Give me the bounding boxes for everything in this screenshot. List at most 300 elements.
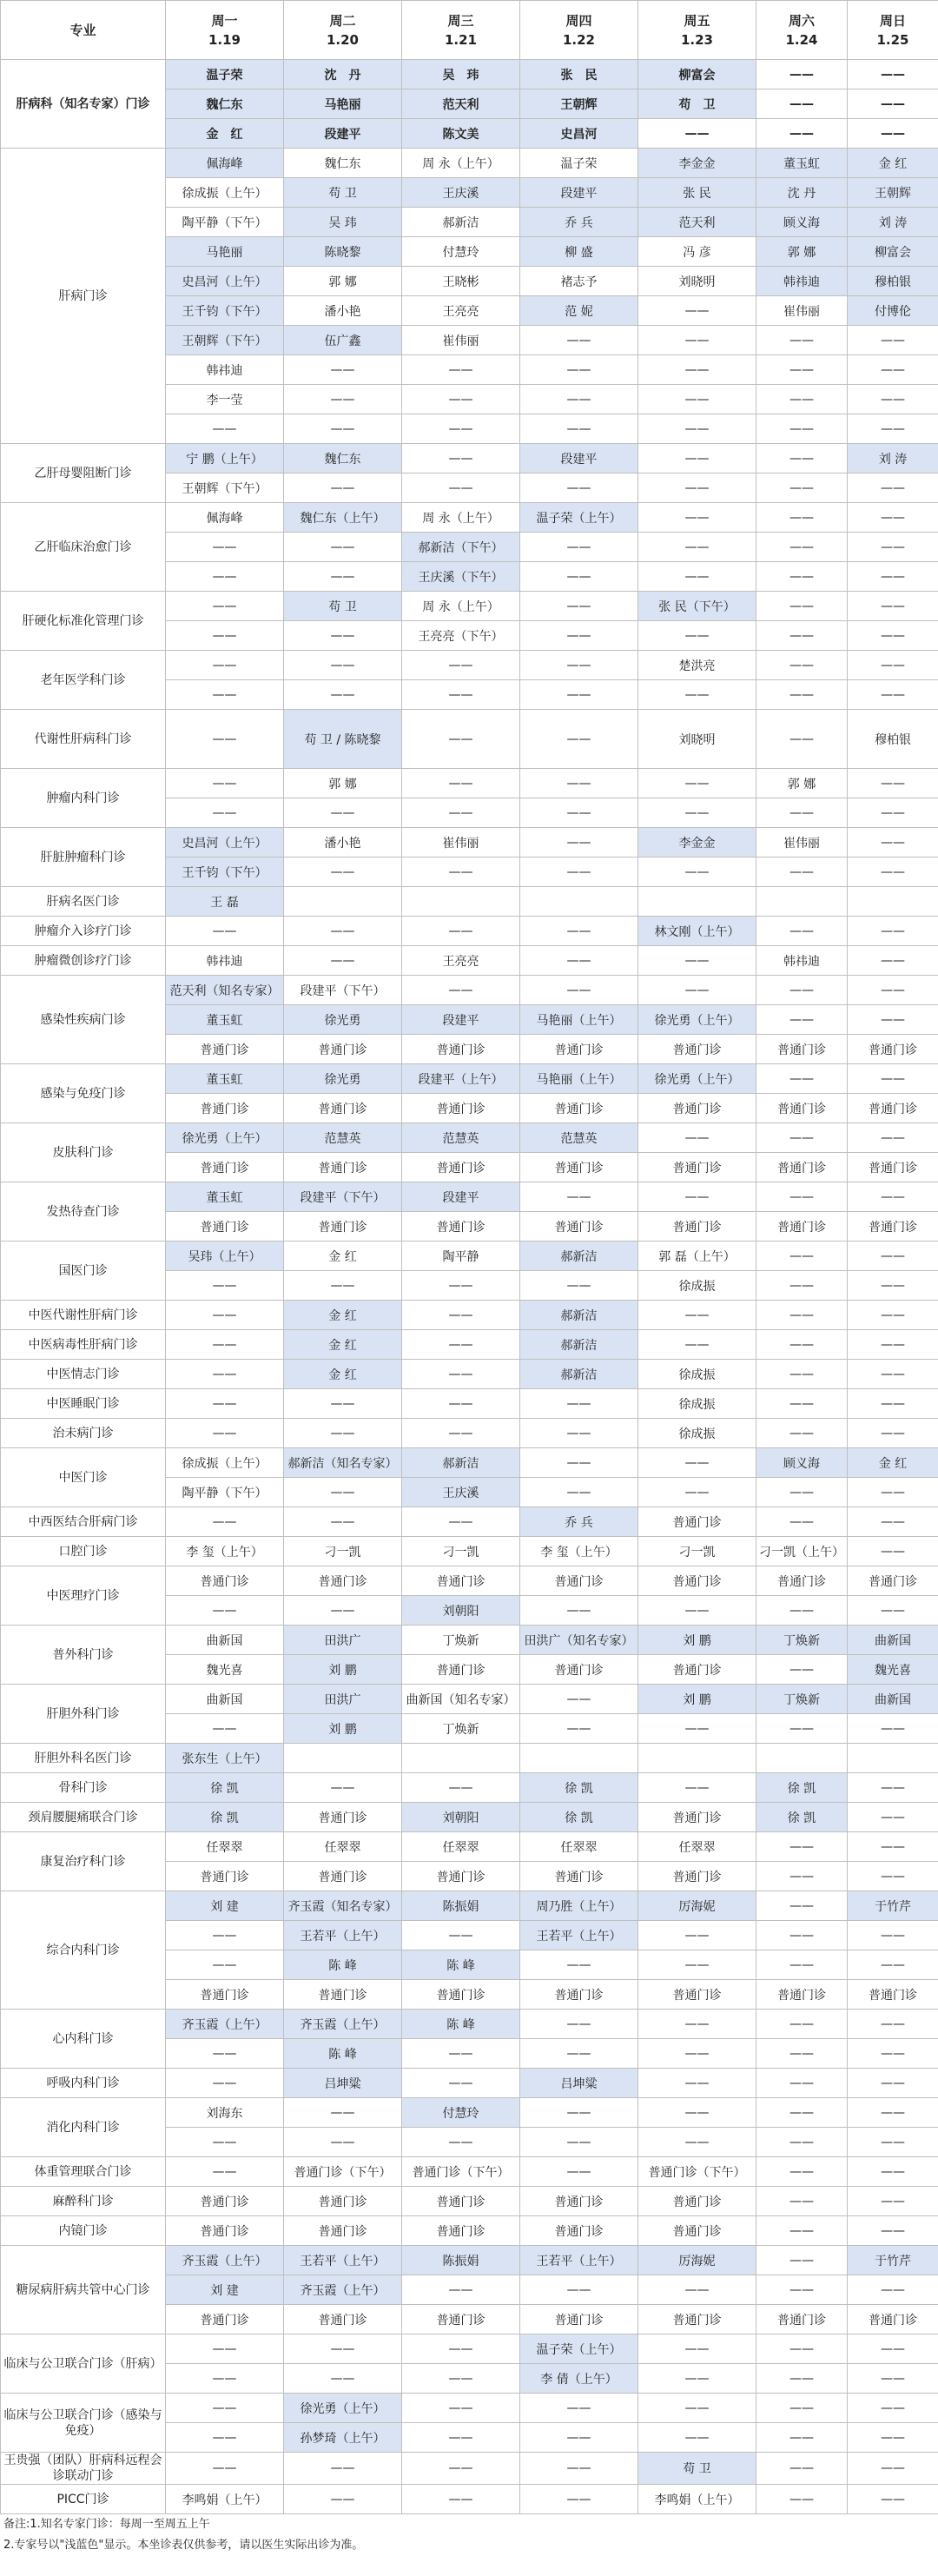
schedule-cell: —— [756, 2157, 848, 2187]
schedule-cell: 普通门诊 [402, 1212, 520, 1242]
dept-name: 体重管理联合门诊 [1, 2157, 166, 2187]
schedule-cell: 崔伟丽 [756, 296, 848, 326]
schedule-cell: —— [756, 385, 848, 414]
schedule-cell: 陈 峰 [284, 1950, 402, 1980]
schedule-cell: 韩祎迪 [756, 946, 848, 976]
schedule-cell: 温子荣 [520, 149, 638, 178]
schedule-cell: 普通门诊 [638, 1153, 756, 1182]
schedule-cell: 普通门诊 [284, 1803, 402, 1832]
schedule-cell: —— [284, 621, 402, 651]
schedule-cell: —— [166, 2039, 284, 2069]
schedule-cell: 普通门诊 [402, 1566, 520, 1596]
schedule-cell: 曲新国（知名专家） [402, 1685, 520, 1714]
schedule-cell: —— [848, 946, 938, 976]
schedule-cell: 冯 彦 [638, 237, 756, 267]
schedule-cell: —— [402, 473, 520, 503]
schedule-cell: —— [166, 2423, 284, 2453]
schedule-cell: —— [756, 562, 848, 592]
schedule-cell [638, 1744, 756, 1773]
schedule-cell: 陈 峰 [402, 1950, 520, 1980]
schedule-cell: —— [638, 1448, 756, 1478]
schedule-cell: —— [756, 533, 848, 562]
schedule-cell: 王庆溪 [402, 178, 520, 208]
schedule-cell: 田洪广 [284, 1685, 402, 1714]
schedule-cell: 郝新洁 [520, 1330, 638, 1360]
schedule-cell: —— [402, 355, 520, 385]
schedule-cell: —— [638, 2423, 756, 2453]
schedule-cell: 齐玉霞（上午） [284, 2275, 402, 2305]
schedule-cell: —— [756, 444, 848, 473]
schedule-cell: —— [638, 2010, 756, 2039]
schedule-cell: 刘 鹏 [638, 1685, 756, 1714]
schedule-cell: —— [402, 2069, 520, 2098]
schedule-cell: —— [638, 2364, 756, 2394]
schedule-cell: —— [166, 651, 284, 680]
schedule-cell: —— [402, 2275, 520, 2305]
dept-name: 临床与公卫联合门诊（肝病） [1, 2334, 166, 2394]
schedule-cell: —— [848, 1714, 938, 1744]
schedule-cell: 柳 盛 [520, 237, 638, 267]
schedule-cell: 郝新洁（知名专家） [284, 1448, 402, 1478]
schedule-cell: 普通门诊 [520, 1862, 638, 1891]
schedule-cell: 马艳丽（上午） [520, 1064, 638, 1094]
schedule-cell: 周 永（上午） [402, 592, 520, 621]
schedule-cell: —— [284, 858, 402, 887]
schedule-cell: —— [284, 2453, 402, 2485]
date-label: 1.25 [876, 31, 909, 48]
schedule-cell: —— [638, 1950, 756, 1980]
schedule-cell: 徐光勇（上午） [166, 1123, 284, 1153]
table-row [1, 946, 938, 976]
schedule-cell: 范天利 [638, 208, 756, 237]
schedule-cell: 乔 兵 [520, 208, 638, 237]
schedule-cell: 普通门诊 [756, 1035, 848, 1064]
schedule-cell: 丁焕新 [402, 1714, 520, 1744]
schedule-cell: 王 磊 [166, 887, 284, 917]
schedule-cell: —— [756, 1005, 848, 1035]
schedule-cell: —— [848, 1005, 938, 1035]
schedule-cell: 刘 涛 [848, 444, 938, 473]
schedule-cell: 普通门诊 [402, 1035, 520, 1064]
schedule-cell: 刁一凯 [284, 1537, 402, 1566]
schedule-cell: 丁焕新 [756, 1626, 848, 1655]
schedule-cell: —— [284, 355, 402, 385]
schedule-cell: —— [756, 1507, 848, 1537]
schedule-cell: —— [756, 355, 848, 385]
schedule-cell: 苟 卫 / 陈晓黎 [284, 710, 402, 769]
schedule-cell: 范 妮 [520, 296, 638, 326]
dept-name: 乙肝母婴阻断门诊 [1, 444, 166, 503]
schedule-cell: —— [756, 1891, 848, 1921]
schedule-cell: 金 红 [848, 149, 938, 178]
schedule-cell: —— [756, 592, 848, 621]
schedule-cell: 刘 建 [166, 2275, 284, 2305]
schedule-cell: 陈文美 [402, 119, 520, 149]
schedule-cell: —— [638, 1182, 756, 1212]
schedule-cell: 王亮亮（下午） [402, 621, 520, 651]
schedule-cell: 丁焕新 [756, 1685, 848, 1714]
schedule-cell: —— [520, 1478, 638, 1507]
schedule-cell: —— [756, 1242, 848, 1271]
schedule-cell: —— [756, 1862, 848, 1891]
table-row [1, 2246, 938, 2275]
schedule-cell: 付慧玲 [402, 237, 520, 267]
schedule-cell: —— [166, 592, 284, 621]
schedule-cell: —— [166, 621, 284, 651]
table-row [1, 2069, 938, 2098]
schedule-cell: —— [284, 2485, 402, 2514]
date-label: 1.22 [562, 31, 595, 48]
schedule-cell: —— [520, 769, 638, 798]
schedule-cell: 韩祎迪 [756, 267, 848, 296]
schedule-cell: 周 永（上午） [402, 149, 520, 178]
schedule-cell: 任翠翠 [284, 1832, 402, 1862]
schedule-cell: 徐 凯 [166, 1773, 284, 1803]
schedule-cell: 徐成振 [638, 1360, 756, 1389]
dept-name: 中医睡眠门诊 [1, 1389, 166, 1419]
schedule-cell: 佩海峰 [166, 149, 284, 178]
day-header [166, 1, 284, 60]
schedule-cell: —— [166, 1389, 284, 1419]
schedule-cell: 普通门诊 [284, 1980, 402, 2010]
schedule-cell: 齐玉霞（上午） [166, 2010, 284, 2039]
schedule-cell: —— [638, 414, 756, 444]
schedule-cell: 王朝辉（下午） [166, 473, 284, 503]
schedule-cell: 于竹芹 [848, 1891, 938, 1921]
schedule-cell: —— [848, 119, 938, 149]
schedule-cell: —— [402, 1419, 520, 1448]
day-header [848, 1, 938, 60]
schedule-cell: 任翠翠 [402, 1832, 520, 1862]
schedule-cell: 普通门诊 [520, 1980, 638, 2010]
schedule-cell: —— [848, 680, 938, 710]
schedule-cell: 郭 磊（上午） [638, 1242, 756, 1271]
schedule-cell: 徐光勇 [284, 1005, 402, 1035]
dept-name: 肿瘤微创诊疗门诊 [1, 946, 166, 976]
schedule-cell: —— [756, 2069, 848, 2098]
schedule-cell: 段建平 [520, 444, 638, 473]
schedule-cell: —— [402, 651, 520, 680]
schedule-cell: 苟 卫 [638, 2453, 756, 2485]
schedule-cell: 普通门诊 [284, 1094, 402, 1123]
schedule-cell: —— [848, 1950, 938, 1980]
schedule-cell: —— [848, 2039, 938, 2069]
schedule-cell: —— [638, 621, 756, 651]
table-row [1, 1537, 938, 1566]
schedule-cell: —— [402, 2039, 520, 2069]
schedule-cell: —— [520, 917, 638, 946]
weekday-label: 周三 [447, 12, 474, 29]
schedule-cell: —— [848, 414, 938, 444]
schedule-cell: 张 民 [520, 60, 638, 89]
dept-name: 中西医结合肝病门诊 [1, 1507, 166, 1537]
schedule-cell: 孙梦琦（上午） [284, 2423, 402, 2453]
schedule-cell: —— [166, 2394, 284, 2423]
schedule-cell: —— [520, 2098, 638, 2128]
table-row [1, 2187, 938, 2216]
schedule-cell: —— [848, 769, 938, 798]
schedule-cell: —— [756, 473, 848, 503]
schedule-cell: —— [638, 1596, 756, 1626]
dept-name: 康复治疗科门诊 [1, 1832, 166, 1891]
schedule-cell: —— [756, 414, 848, 444]
day-header [520, 1, 638, 60]
schedule-cell: 张 民 [638, 178, 756, 208]
schedule-cell: —— [166, 2453, 284, 2485]
schedule-cell: 于竹芹 [848, 2246, 938, 2275]
schedule-cell: 普通门诊 [402, 2187, 520, 2216]
schedule-cell: —— [848, 1419, 938, 1448]
schedule-cell: —— [520, 2394, 638, 2423]
schedule-cell: —— [402, 1389, 520, 1419]
schedule-cell: —— [402, 917, 520, 946]
table-row [1, 1389, 938, 1419]
schedule-cell: —— [166, 414, 284, 444]
schedule-cell: 马艳丽 [284, 89, 402, 119]
schedule-cell: 普通门诊 [756, 1980, 848, 2010]
table-row [1, 2394, 938, 2423]
schedule-cell: 刁一凯（上午） [756, 1537, 848, 1566]
schedule-cell: 苟 卫 [638, 89, 756, 119]
schedule-cell: —— [520, 2423, 638, 2453]
schedule-cell: —— [848, 1123, 938, 1153]
schedule-cell: —— [848, 1832, 938, 1862]
schedule-cell: —— [638, 296, 756, 326]
schedule-cell: —— [638, 355, 756, 385]
schedule-cell: —— [402, 1301, 520, 1330]
schedule-cell: 徐光勇（上午） [284, 2394, 402, 2423]
schedule-cell: —— [638, 2275, 756, 2305]
dept-name: 乙肝临床治愈门诊 [1, 503, 166, 592]
dept-name: 肿瘤内科门诊 [1, 769, 166, 828]
schedule-cell: 普通门诊 [638, 1035, 756, 1064]
table-row [1, 710, 938, 769]
dept-name: 肝病名医门诊 [1, 887, 166, 917]
schedule-cell: —— [638, 2098, 756, 2128]
schedule-cell: —— [638, 1330, 756, 1360]
schedule-cell: 王亮亮 [402, 296, 520, 326]
schedule-cell: 徐 凯 [520, 1803, 638, 1832]
schedule-cell: —— [848, 828, 938, 858]
schedule-cell: —— [848, 2010, 938, 2039]
schedule-cell: —— [756, 1389, 848, 1419]
schedule-cell: 任翠翠 [520, 1832, 638, 1862]
schedule-cell: 田洪广（知名专家） [520, 1626, 638, 1655]
schedule-cell: —— [520, 326, 638, 355]
schedule-cell: 魏仁东 [166, 89, 284, 119]
schedule-cell [756, 887, 848, 917]
schedule-cell: —— [520, 1389, 638, 1419]
dept-name: 王贵强（团队）肝病科远程会诊联动门诊 [1, 2453, 166, 2485]
table-row [1, 1360, 938, 1389]
schedule-cell: 普通门诊 [848, 2305, 938, 2334]
schedule-cell: 普通门诊 [284, 1862, 402, 1891]
schedule-cell: 普通门诊 [402, 1980, 520, 2010]
schedule-cell: —— [638, 798, 756, 828]
dept-name: 皮肤科门诊 [1, 1123, 166, 1182]
schedule-cell: —— [756, 651, 848, 680]
schedule-cell: —— [848, 858, 938, 887]
table-row [1, 887, 938, 917]
schedule-cell: 普通门诊 [284, 1212, 402, 1242]
schedule-cell: —— [284, 2098, 402, 2128]
schedule-cell: —— [638, 2334, 756, 2364]
schedule-cell: 王晓彬 [402, 267, 520, 296]
schedule-cell: —— [848, 2364, 938, 2394]
schedule-cell: 郝新洁 [520, 1301, 638, 1330]
schedule-cell: 金 红 [284, 1360, 402, 1389]
schedule-cell [848, 1744, 938, 1773]
schedule-cell: 曲新国 [848, 1626, 938, 1655]
schedule-cell: —— [520, 621, 638, 651]
schedule-cell: 王庆溪（下午） [402, 562, 520, 592]
dept-name: PICC门诊 [1, 2485, 166, 2514]
schedule-cell: 周 永（上午） [402, 503, 520, 533]
schedule-cell: —— [166, 680, 284, 710]
schedule-cell: —— [520, 680, 638, 710]
schedule-cell: 段建平 [402, 1005, 520, 1035]
dept-name: 中医病毒性肝病门诊 [1, 1330, 166, 1360]
schedule-cell: —— [520, 651, 638, 680]
day-header [402, 1, 520, 60]
schedule-cell: —— [638, 946, 756, 976]
schedule-cell: 付博伦 [848, 296, 938, 326]
schedule-cell: —— [402, 1271, 520, 1301]
schedule-cell: 崔伟丽 [402, 326, 520, 355]
schedule-cell: 普通门诊 [848, 1153, 938, 1182]
schedule-cell: —— [166, 1507, 284, 1537]
schedule-cell: —— [402, 1921, 520, 1950]
schedule-cell: —— [848, 2157, 938, 2187]
date-label: 1.24 [785, 31, 818, 48]
schedule-cell: —— [848, 2423, 938, 2453]
schedule-cell: 普通门诊 [402, 1153, 520, 1182]
schedule-cell: —— [284, 1419, 402, 1448]
schedule-cell: —— [848, 60, 938, 89]
schedule-cell: 张 民（下午） [638, 592, 756, 621]
table-row [1, 2334, 938, 2364]
schedule-cell [756, 1744, 848, 1773]
schedule-cell: 段建平（下午） [284, 1182, 402, 1212]
schedule-cell: —— [848, 1064, 938, 1094]
schedule-cell: 郝新洁（下午） [402, 533, 520, 562]
schedule-cell: —— [756, 2098, 848, 2128]
schedule-cell: 齐玉霞（上午） [166, 2246, 284, 2275]
dept-name: 肝胆外科名医门诊 [1, 1744, 166, 1773]
schedule-cell: 吕坤粱 [284, 2069, 402, 2098]
schedule-cell: 普通门诊 [284, 2305, 402, 2334]
schedule-cell: 穆柏银 [848, 267, 938, 296]
schedule-cell: —— [756, 2334, 848, 2364]
schedule-cell: —— [638, 503, 756, 533]
schedule-cell: —— [756, 1123, 848, 1153]
schedule-cell: 普通门诊 [848, 1566, 938, 1596]
schedule-cell: 崔伟丽 [402, 828, 520, 858]
schedule-cell: 陈晓黎 [284, 237, 402, 267]
schedule-cell: 普通门诊 [756, 1566, 848, 1596]
dept-name: 感染与免疫门诊 [1, 1064, 166, 1123]
dept-name: 中医代谢性肝病门诊 [1, 1301, 166, 1330]
dept-name: 消化内科门诊 [1, 2098, 166, 2157]
schedule-cell: —— [848, 2128, 938, 2157]
table-row [1, 1803, 938, 1832]
schedule-cell: 伍广鑫 [284, 326, 402, 355]
table-row [1, 2216, 938, 2246]
schedule-cell: —— [402, 710, 520, 769]
schedule-cell: 韩祎迪 [166, 946, 284, 976]
weekday-label: 周二 [329, 12, 356, 29]
schedule-cell: —— [166, 1921, 284, 1950]
dept-name: 临床与公卫联合门诊（感染与免疫） [1, 2394, 166, 2453]
schedule-cell: —— [166, 2334, 284, 2364]
schedule-cell: 吴 玮 [284, 208, 402, 237]
dept-name: 内镜门诊 [1, 2216, 166, 2246]
schedule-cell: —— [756, 1064, 848, 1094]
schedule-cell: —— [756, 1832, 848, 1862]
schedule-cell: —— [520, 1448, 638, 1478]
schedule-cell: 普通门诊（下午） [402, 2157, 520, 2187]
schedule-cell: —— [638, 1301, 756, 1330]
dept-name: 感染性疾病门诊 [1, 976, 166, 1064]
schedule-cell: —— [520, 355, 638, 385]
schedule-cell: —— [402, 680, 520, 710]
schedule-cell: —— [520, 828, 638, 858]
schedule-cell: —— [848, 1537, 938, 1566]
schedule-cell: —— [848, 385, 938, 414]
schedule-cell: 金 红 [284, 1330, 402, 1360]
schedule-cell: 曲新国 [166, 1685, 284, 1714]
day-header [756, 1, 848, 60]
schedule-cell: —— [848, 1596, 938, 1626]
schedule-cell: —— [848, 976, 938, 1005]
schedule-cell: 史昌河（上午） [166, 828, 284, 858]
schedule-cell: —— [848, 2069, 938, 2098]
schedule-cell: —— [756, 2216, 848, 2246]
schedule-cell: 范慧英 [520, 1123, 638, 1153]
schedule-cell: —— [756, 2010, 848, 2039]
schedule-cell: 董玉虹 [166, 1182, 284, 1212]
schedule-cell: —— [284, 2128, 402, 2157]
day-header [638, 1, 756, 60]
schedule-cell: 段建平（下午） [284, 976, 402, 1005]
dept-name: 中医门诊 [1, 1448, 166, 1507]
dept-name: 肝病门诊 [1, 149, 166, 444]
schedule-cell: 郭 娜 [756, 769, 848, 798]
schedule-cell: 刘晓明 [638, 267, 756, 296]
schedule-cell: —— [520, 562, 638, 592]
schedule-cell: 普通门诊 [756, 1094, 848, 1123]
schedule-cell: —— [848, 798, 938, 828]
schedule-cell: —— [638, 769, 756, 798]
schedule-cell: 潘小艳 [284, 296, 402, 326]
schedule-cell: 普通门诊 [638, 2216, 756, 2246]
dept-name: 心内科门诊 [1, 2010, 166, 2069]
schedule-cell [402, 887, 520, 917]
schedule-cell: —— [756, 680, 848, 710]
schedule-cell: 普通门诊 [166, 1153, 284, 1182]
schedule-cell: —— [756, 798, 848, 828]
schedule-cell [284, 1744, 402, 1773]
schedule-cell: 徐 凯 [520, 1773, 638, 1803]
schedule-cell: 李 倩（上午） [520, 2364, 638, 2394]
schedule-cell: —— [756, 1596, 848, 1626]
schedule-cell: —— [520, 473, 638, 503]
table-row [1, 149, 938, 178]
schedule-cell: 李 玺（上午） [520, 1537, 638, 1566]
table-row [1, 1626, 938, 1655]
schedule-cell: 郝新洁 [520, 1360, 638, 1389]
schedule-cell: 普通门诊 [402, 1862, 520, 1891]
